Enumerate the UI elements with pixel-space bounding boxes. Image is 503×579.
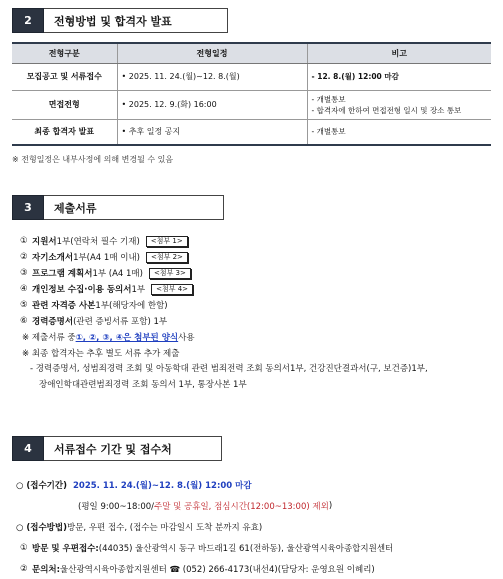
attachment-tag: <첨부 1> xyxy=(146,236,188,247)
section-number: 2 xyxy=(12,8,44,33)
item-name: 자기소개서 xyxy=(32,253,74,263)
period-value: 2025. 11. 24.(월)~12. 8.(월) 12:00 마감 xyxy=(73,480,252,491)
remark-line: - 개별통보 xyxy=(311,127,346,137)
attachment-tag: <첨부 3> xyxy=(149,268,191,279)
item-name: 개인정보 수집·이용 동의서 xyxy=(32,285,132,295)
remark-line: - 합격자에 한하여 면접전형 일시 및 장소 통보 xyxy=(311,105,462,115)
stage-cell: 면접전형 xyxy=(12,90,117,119)
item-desc: (관련 증빙서류 포함) 1부 xyxy=(73,317,168,327)
schedule-cell: • 2025. 12. 9.(화) 16:00 xyxy=(117,90,307,119)
hours-excluded: 주말 및 공휴일, 점심시간(12:00~13:00) 제외 xyxy=(154,501,329,512)
schedule-cell: • 2025. 11. 24.(월)~12. 8.(월) xyxy=(117,63,307,90)
attachment-note xyxy=(20,329,495,345)
item-marker: ⑤ xyxy=(20,300,28,310)
attachment-tag: <첨부 2> xyxy=(146,252,188,263)
method-value: 방문, 우편 접수, (접수는 마감일시 도착 분까지 유효) xyxy=(67,522,263,533)
period-label: ○ (접수기간) xyxy=(16,480,67,491)
section-title: 전형방법 및 합격자 발표 xyxy=(44,8,228,33)
visit-value: (44035) 울산광역시 동구 바드래1길 61(전하동), 울산광역시육아종합지원센터 xyxy=(98,543,394,554)
item-marker: ④ xyxy=(20,284,28,294)
section-number: 3 xyxy=(12,195,44,220)
submission-info xyxy=(16,474,496,579)
list-item xyxy=(20,233,495,249)
item-desc: 1부 (A4 1매) xyxy=(92,269,143,279)
list-item xyxy=(20,281,495,297)
list-item xyxy=(20,313,495,329)
method-row xyxy=(16,516,496,537)
item-marker: ① xyxy=(20,542,28,553)
note-suffix: 사용 xyxy=(178,333,195,343)
item-marker: ② xyxy=(20,252,28,262)
schedule-note: ※ 전형일정은 내부사정에 의해 변경될 수 있음 xyxy=(12,155,174,164)
item-desc: 1부 xyxy=(131,285,146,295)
additional-note: ※ 최종 합격자는 추후 별도 서류 추가 제출 xyxy=(22,349,180,359)
item-marker: ① xyxy=(20,236,28,246)
item-name: 경력증명서 xyxy=(32,317,74,327)
table-row xyxy=(12,63,491,90)
stage-cell: 모집공고 및 서류접수 xyxy=(12,63,117,90)
table-header: 비고 xyxy=(307,43,491,63)
list-item xyxy=(20,265,495,281)
remark-cell xyxy=(307,90,491,119)
note-prefix: ※ 제출서류 중 xyxy=(22,333,76,343)
item-name: 지원서 xyxy=(32,237,57,247)
section-3-header xyxy=(12,195,224,220)
additional-docs-line: 장애인학대관련범죄경력 조회 동의서 1부, 통장사본 1부 xyxy=(39,380,247,390)
table-header: 전형구분 xyxy=(12,43,117,63)
contact-value: 울산광역시육아종합지원센터 ☎ (052) 266-4173(내선4)(담당자: 운영요원 이혜리) xyxy=(60,564,375,575)
schedule-table xyxy=(12,42,491,146)
item-marker: ② xyxy=(20,563,28,574)
section-title: 제출서류 xyxy=(44,195,224,220)
period-hours xyxy=(16,495,496,516)
note-highlight: ①, ②, ③, ④은 첨부된 양식 xyxy=(75,333,179,343)
schedule-cell: • 추후 일정 공지 xyxy=(117,119,307,145)
section-title: 서류접수 기간 및 접수처 xyxy=(44,436,222,461)
hours-suffix: ) xyxy=(328,500,333,511)
section-4-header xyxy=(12,436,222,461)
hours-prefix: (평일 9:00~18:00/ xyxy=(78,501,155,512)
period-row xyxy=(16,474,496,495)
visit-label: 방문 및 우편접수: xyxy=(32,543,99,554)
table-row xyxy=(12,119,491,145)
table-header-row xyxy=(12,43,491,63)
list-item xyxy=(20,249,495,265)
item-marker: ③ xyxy=(20,268,28,278)
item-marker: ⑥ xyxy=(20,316,28,326)
visit-row xyxy=(16,537,496,558)
remark-cell xyxy=(307,119,491,145)
section-2-header xyxy=(12,8,228,33)
table-row xyxy=(12,90,491,119)
contact-row xyxy=(16,558,496,579)
table-header: 전형일정 xyxy=(117,43,307,63)
additional-docs xyxy=(20,361,495,393)
item-desc: 1부(A4 1매 이내) xyxy=(73,253,140,263)
remark-line: - 12. 8.(월) 12:00 마감 xyxy=(311,72,399,81)
documents-list xyxy=(20,233,495,393)
stage-cell: 최종 합격자 발표 xyxy=(12,119,117,145)
remark-cell xyxy=(307,63,491,90)
contact-label: 문의처: xyxy=(32,564,61,575)
method-label: ○ (접수방법) xyxy=(16,522,67,533)
additional-docs-line: - 경력증명서, 성범죄경력 조회 및 아동학대 관련 범죄전력 조회 동의서1부, 건강진단결과서(구, 보건증)1부, xyxy=(30,364,428,374)
item-name: 프로그램 계획서 xyxy=(32,269,93,279)
list-item xyxy=(20,297,495,313)
item-name: 관련 자격증 사본 xyxy=(32,301,96,311)
remark-line: - 개별통보 xyxy=(311,94,346,104)
section-number: 4 xyxy=(12,436,44,461)
attachment-tag: <첨부 4> xyxy=(151,284,193,295)
item-desc: 1부(연락처 필수 기재) xyxy=(56,237,140,247)
item-desc: 1부(해당자에 한함) xyxy=(95,301,168,311)
